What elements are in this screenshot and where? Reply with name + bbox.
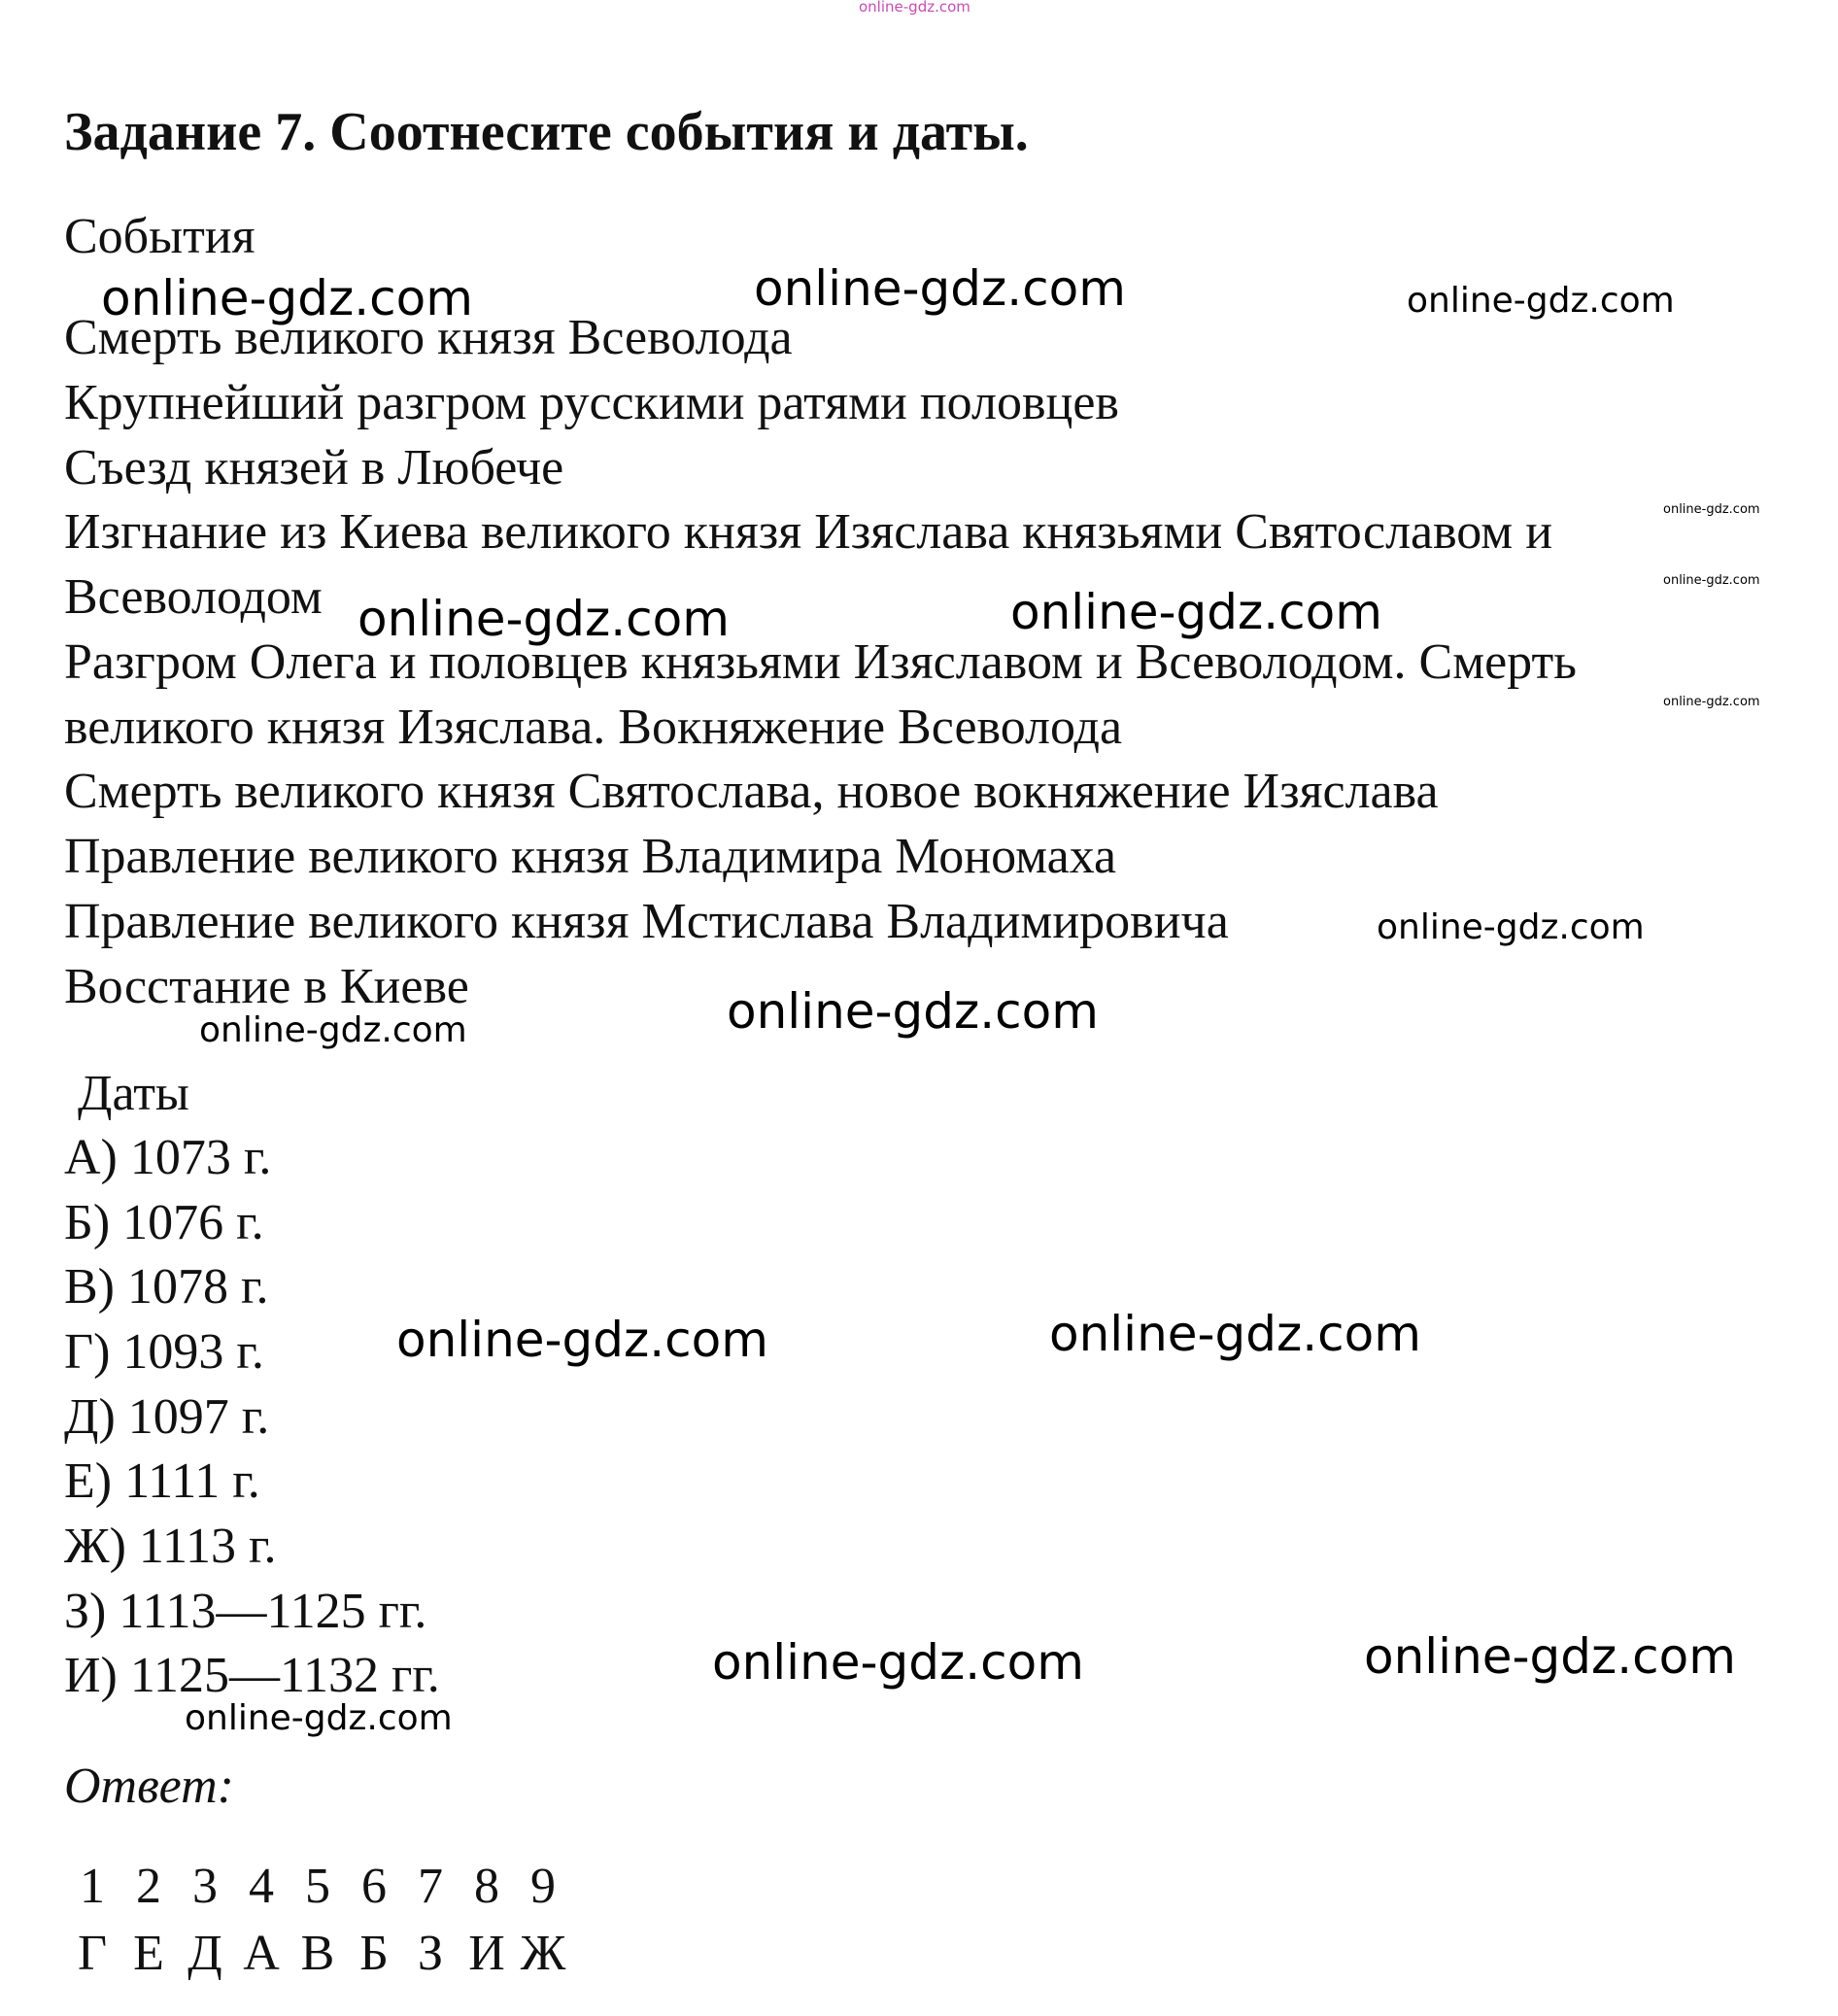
answer-letter: З [417, 1926, 444, 1981]
date-item: А) 1073 г. [64, 1130, 272, 1185]
watermark-text: online-gdz.com [199, 1010, 467, 1050]
answer-letter: Б [359, 1926, 389, 1981]
answer-letter: Д [187, 1926, 222, 1981]
answer-number: 6 [361, 1859, 387, 1914]
event-line: Смерть великого князя Святослава, новое вокняжение Изяслава [64, 764, 1439, 819]
answer-numbers-row [64, 1859, 571, 1914]
watermark-text: online-gdz.com [1407, 281, 1675, 321]
watermark-text: online-gdz.com [396, 1312, 768, 1368]
event-line: Правление великого князя Мстислава Владимировича [64, 894, 1229, 949]
event-line: Съезд князей в Любече [64, 440, 564, 495]
answer-letter: Е [133, 1926, 164, 1981]
watermark-text: online-gdz.com [185, 1698, 453, 1738]
watermark-text: online-gdz.com [712, 1634, 1084, 1691]
answer-letter: В [300, 1926, 335, 1981]
date-item: З) 1113—1125 гг. [64, 1584, 427, 1639]
watermark-text: online-gdz.com [727, 983, 1099, 1040]
answer-letter: Ж [520, 1926, 566, 1981]
date-item: Г) 1093 г. [64, 1324, 264, 1380]
date-item: Е) 1111 г. [64, 1453, 260, 1509]
event-line: Всеволодом [64, 569, 323, 625]
dates-heading: Даты [78, 1066, 189, 1121]
watermark-text: online-gdz.com [754, 260, 1126, 317]
date-item: Д) 1097 г. [64, 1389, 270, 1445]
watermark-text: online-gdz.com [1663, 695, 1760, 709]
answer-letters-row [64, 1926, 571, 1981]
event-line: Разгром Олега и половцев князьями Изяславом и Всеволодом. Смерть [64, 634, 1577, 690]
answer-number: 4 [249, 1859, 274, 1914]
answer-letter: И [468, 1926, 505, 1981]
answer-number: 9 [530, 1859, 556, 1914]
answer-number: 2 [136, 1859, 161, 1914]
watermark-text: online-gdz.com [1364, 1628, 1736, 1685]
answer-letter: А [243, 1926, 280, 1981]
date-item: В) 1078 г. [64, 1259, 269, 1315]
watermark-text: online-gdz.com [1663, 502, 1760, 517]
date-item: И) 1125—1132 гг. [64, 1648, 440, 1703]
date-item: Б) 1076 г. [64, 1195, 264, 1250]
answer-number: 5 [305, 1859, 330, 1914]
event-line: великого князя Изяслава. Вокняжение Всеволода [64, 700, 1123, 755]
watermark-text: online-gdz.com [357, 591, 730, 647]
watermark-text: online-gdz.com [1663, 573, 1760, 588]
date-item: Ж) 1113 г. [64, 1519, 277, 1574]
event-line: Смерть великого князя Всеволода [64, 310, 793, 365]
event-line: Правление великого князя Владимира Мономаха [64, 829, 1117, 884]
watermark-text: online-gdz.com [1010, 584, 1382, 640]
answer-number: 3 [192, 1859, 218, 1914]
answer-letter: Г [77, 1926, 108, 1981]
event-line: Восстание в Киеве [64, 959, 469, 1014]
watermark-text: online-gdz.com [101, 270, 473, 326]
events-heading: События [64, 209, 255, 264]
answer-number: 8 [474, 1859, 499, 1914]
watermark-text: online-gdz.com [1377, 907, 1645, 947]
top-watermark: online-gdz.com [859, 0, 970, 16]
event-line: Изгнание из Киева великого князя Изяслава князьями Святославом и [64, 504, 1553, 560]
event-line: Крупнейший разгром русскими ратями половцев [64, 375, 1119, 430]
watermark-text: online-gdz.com [1049, 1306, 1421, 1362]
answer-label: Ответ: [64, 1759, 234, 1814]
answer-number: 1 [80, 1859, 105, 1914]
task-title: Задание 7. Соотнесите события и даты. [64, 102, 1029, 162]
answer-number: 7 [418, 1859, 443, 1914]
